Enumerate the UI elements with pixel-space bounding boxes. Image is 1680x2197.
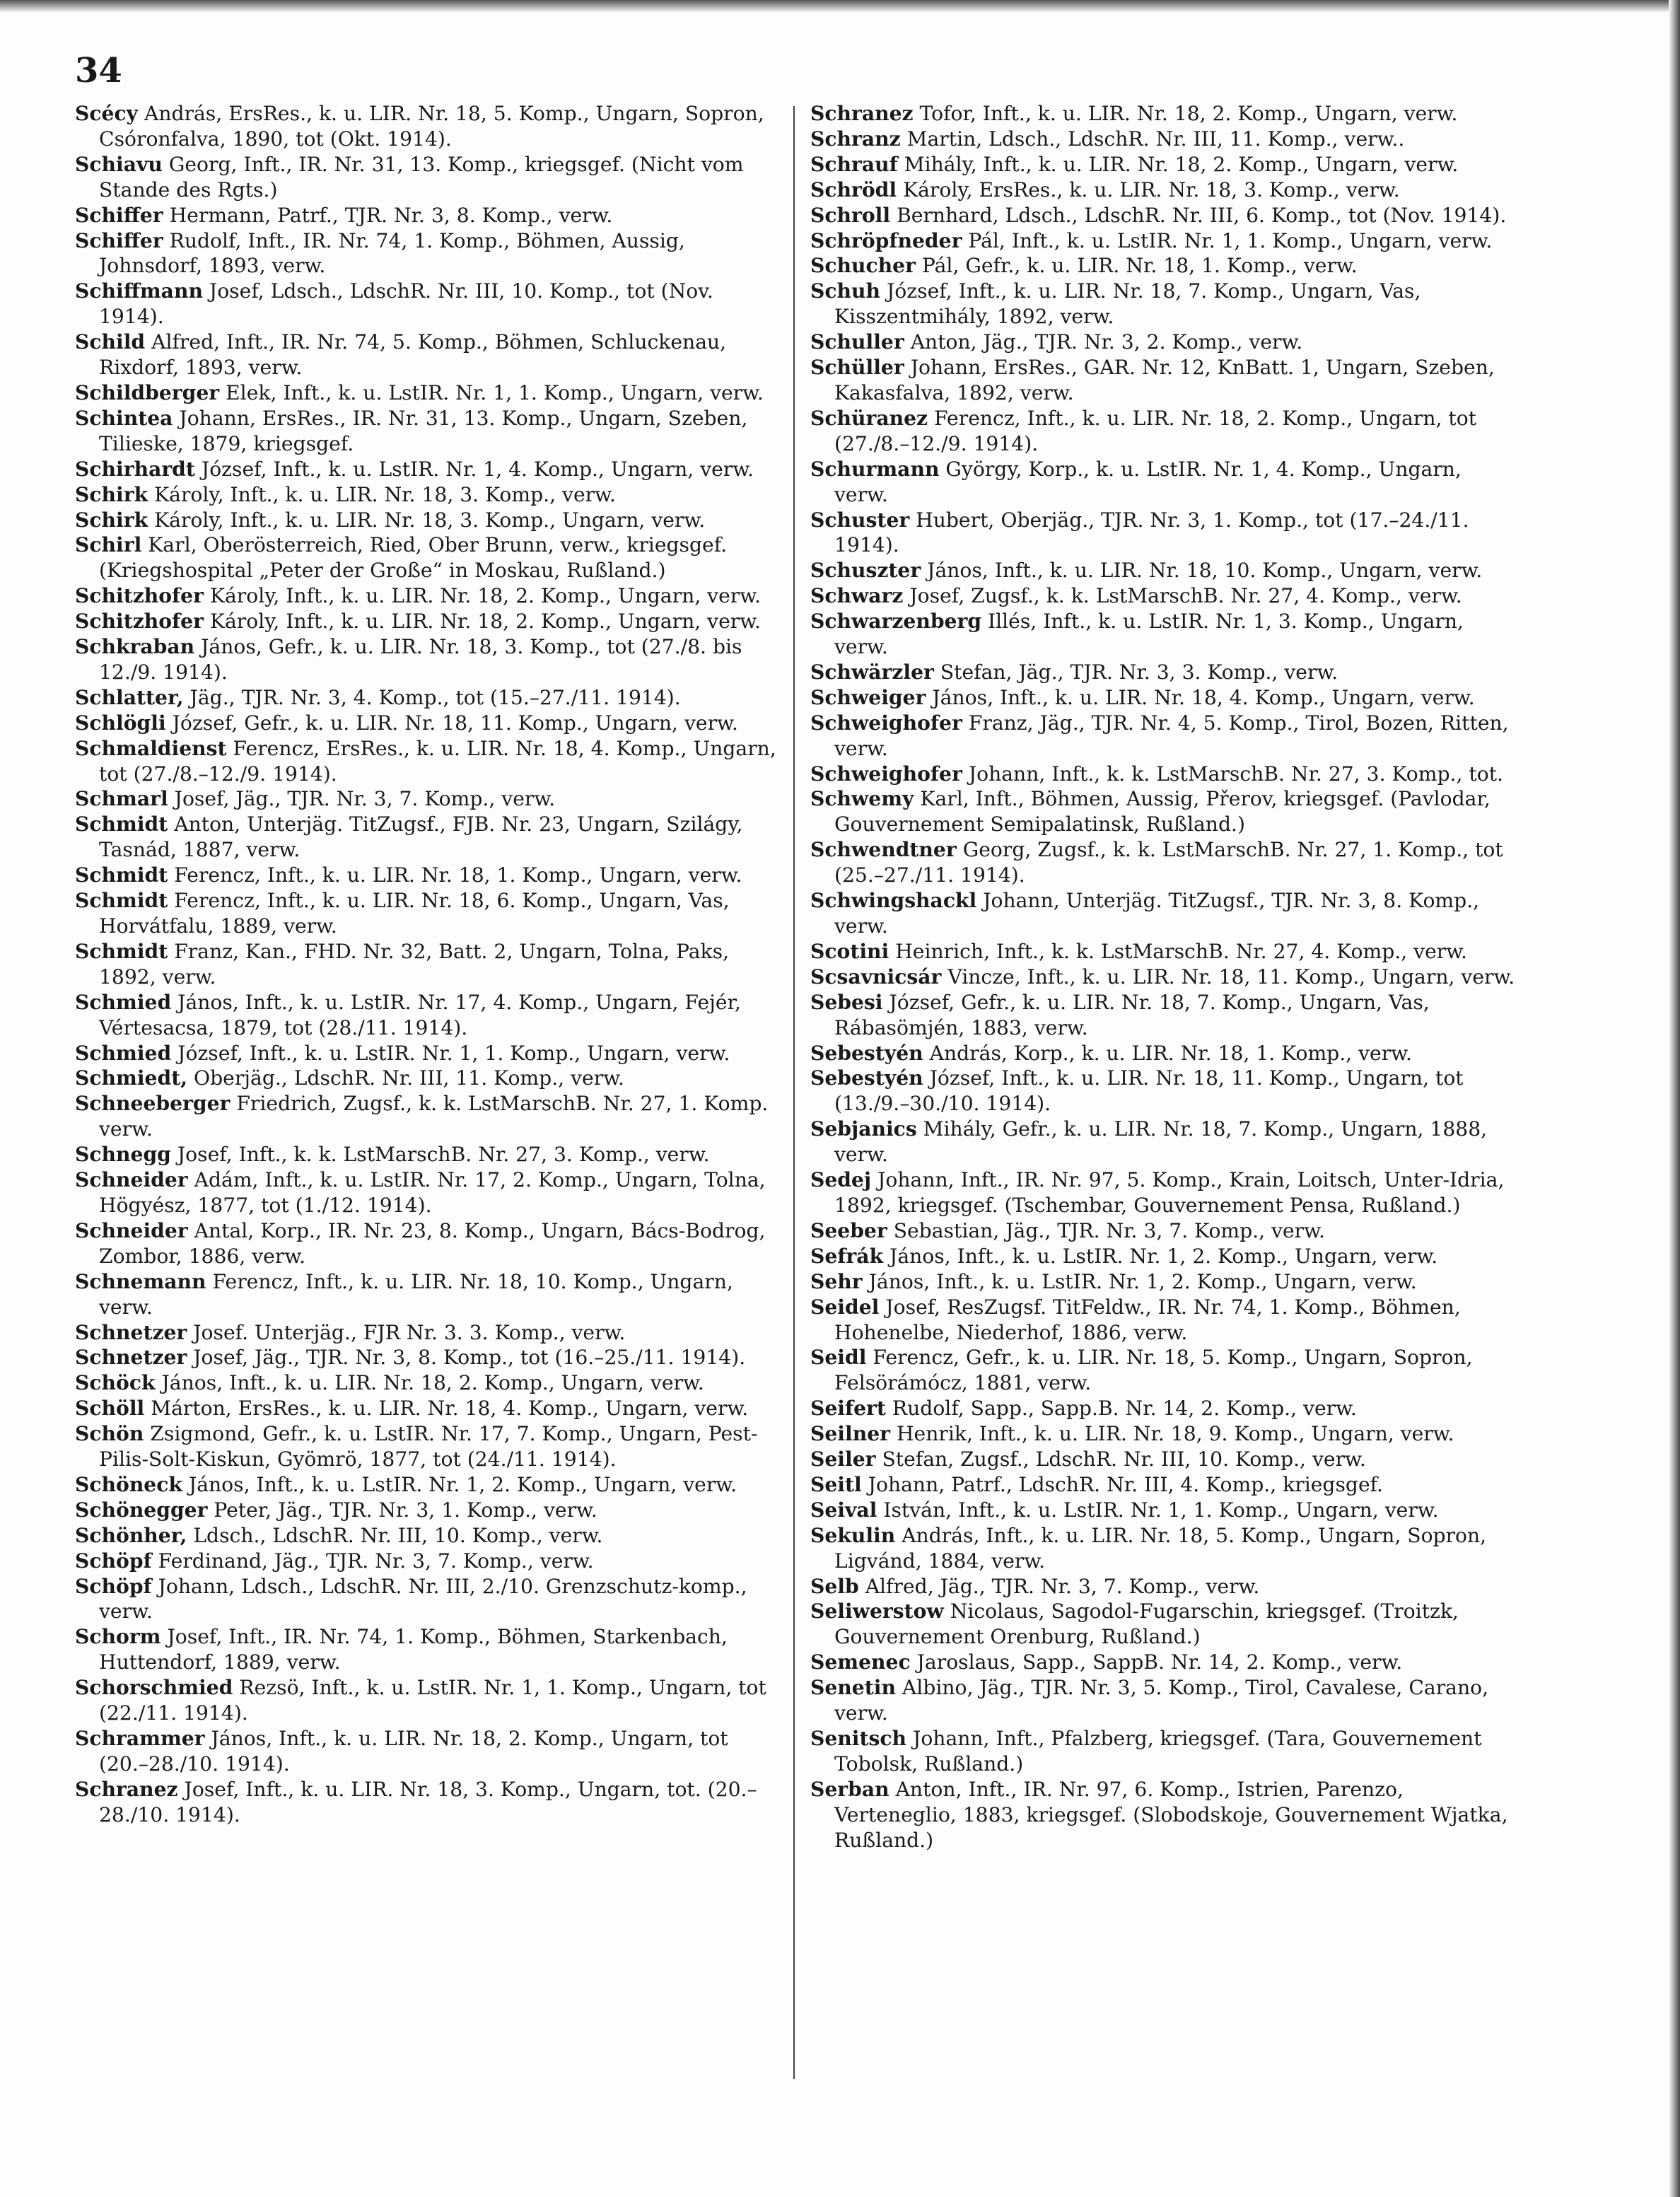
list-entry <box>75 482 782 508</box>
entry-details: Ferdinand, Jäg., TJR. Nr. 3, 7. Komp., verw. <box>158 1549 594 1573</box>
list-entry <box>810 228 1517 254</box>
entry-details: Ferencz, Inft., k. u. LIR. Nr. 18, 10. Komp., Ungarn, verw. <box>99 1269 733 1319</box>
entry-surname: Schmidt <box>75 889 168 913</box>
list-entry <box>75 1472 782 1498</box>
entry-surname: Schroll <box>810 203 891 227</box>
entry-details: Sebastian, Jäg., TJR. Nr. 3, 7. Komp., verw. <box>893 1218 1325 1242</box>
entry-details: Johann, Ldsch., LdschR. Nr. III, 2./10. Grenzschutz-komp., verw. <box>99 1574 747 1624</box>
entry-surname: Schnetzer <box>75 1320 187 1344</box>
entry-surname: Schwingshackl <box>810 889 977 913</box>
list-entry <box>810 1599 1517 1650</box>
entry-details: Anton, Unterjäg. TitZugsf., FJB. Nr. 23, Ungarn, Szilágy, Tasnád, 1887, verw. <box>99 812 743 862</box>
list-entry <box>75 380 782 406</box>
list-entry <box>75 990 782 1041</box>
list-entry <box>810 203 1517 228</box>
entry-surname: Schweiger <box>810 685 926 709</box>
entry-details: Bernhard, Ldsch., LdschR. Nr. III, 6. Komp., tot (Nov. 1914). <box>897 203 1507 227</box>
entry-surname: Schranez <box>75 1777 178 1801</box>
list-entry <box>75 685 782 711</box>
list-entry <box>810 1396 1517 1421</box>
list-entry <box>75 1167 782 1218</box>
list-entry <box>810 1523 1517 1574</box>
entry-details: József, Gefr., k. u. LIR. Nr. 18, 11. Komp., Ungarn, verw. <box>172 711 738 735</box>
list-entry <box>75 634 782 685</box>
entry-details: Károly, Inft., k. u. LIR. Nr. 18, 2. Komp., Ungarn, verw. <box>209 610 761 634</box>
list-entry <box>75 1523 782 1549</box>
list-entry <box>810 1117 1517 1167</box>
list-entry <box>75 736 782 787</box>
entry-surname: Semenec <box>810 1650 911 1674</box>
entry-details: Károly, Inft., k. u. LIR. Nr. 18, 3. Komp., verw. <box>154 482 616 506</box>
entry-details: Josef, Zugsf., k. k. LstMarschB. Nr. 27, 4. Komp., verw. <box>909 584 1462 608</box>
list-entry <box>810 177 1517 203</box>
entry-details: Johann, ErsRes., GAR. Nr. 12, KnBatt. 1, Ungarn, Szeben, Kakasfalva, 1892, verw. <box>834 356 1495 404</box>
entry-details: Stefan, Zugsf., LdschR. Nr. III, 10. Komp., verw. <box>882 1447 1366 1472</box>
entry-details: Vincze, Inft., k. u. LIR. Nr. 18, 11. Komp., Ungarn, verw. <box>947 965 1515 989</box>
entry-surname: Schmaldienst <box>75 736 227 760</box>
list-entry <box>75 1370 782 1396</box>
entry-details: Tofor, Inft., k. u. LIR. Nr. 18, 2. Komp., Ungarn, verw. <box>919 102 1458 125</box>
entry-details: Ldsch., LdschR. Nr. III, 10. Komp., verw. <box>193 1523 603 1547</box>
list-entry <box>75 1421 782 1472</box>
entry-details: Johann, Patrf., LdschR. Nr. III, 4. Komp., kriegsgef. <box>868 1472 1384 1496</box>
entry-surname: Seifert <box>810 1397 886 1421</box>
list-entry <box>810 965 1517 990</box>
entry-details: Károly, Inft., k. u. LIR. Nr. 18, 3. Komp., Ungarn, verw. <box>154 508 706 532</box>
entry-surname: Schiffer <box>75 228 163 252</box>
entry-details: Johann, Inft., Pfalzberg, kriegsgef. (Tara, Gouvernement Tobolsk, Rußland.) <box>834 1727 1482 1776</box>
entry-details: Josef, Inft., k. k. LstMarschB. Nr. 27, 3. Komp., verw. <box>177 1143 710 1167</box>
entry-details: Ferencz, Gefr., k. u. LIR. Nr. 18, 5. Komp., Ungarn, Sopron, Felsörámócz, 1881, verw. <box>834 1346 1473 1395</box>
entry-surname: Schwärzler <box>810 660 934 684</box>
entry-surname: Schrauf <box>810 152 898 176</box>
entry-surname: Sebesi <box>810 990 883 1014</box>
entry-details: Martin, Ldsch., LdschR. Nr. III, 11. Komp., verw.. <box>906 127 1405 151</box>
entry-details: János, Gefr., k. u. LIR. Nr. 18, 3. Komp., tot (27./8. bis 12./9. 1914). <box>99 635 742 684</box>
list-entry <box>810 457 1517 508</box>
entry-details: Heinrich, Inft., k. k. LstMarschB. Nr. 27, 4. Komp., verw. <box>895 939 1467 963</box>
list-entry <box>810 1421 1517 1447</box>
entry-surname: Schwarz <box>810 584 904 608</box>
list-entry <box>75 1574 782 1625</box>
list-entry <box>810 1269 1517 1295</box>
entry-surname: Senitsch <box>810 1727 907 1750</box>
entry-details: Peter, Jäg., TJR. Nr. 3, 1. Komp., verw. <box>214 1498 597 1522</box>
entry-surname: Schmidt <box>75 863 168 887</box>
scan-top-edge <box>0 0 1680 13</box>
entry-surname: Schmiedt, <box>75 1066 188 1090</box>
list-entry <box>810 253 1517 279</box>
list-entry <box>75 152 782 203</box>
entry-details: Anton, Jäg., TJR. Nr. 3, 2. Komp., verw. <box>910 330 1303 354</box>
entry-surname: Schneider <box>75 1218 188 1242</box>
entry-surname: Senetin <box>810 1676 896 1700</box>
entry-surname: Schitzhofer <box>75 610 204 634</box>
list-entry <box>810 279 1517 330</box>
entry-details: Oberjäg., LdschR. Nr. III, 11. Komp., verw. <box>194 1066 624 1090</box>
entry-details: János, Inft., k. u. LIR. Nr. 18, 10. Komp., Ungarn, verw. <box>927 559 1483 583</box>
entry-surname: Schmied <box>75 1041 172 1065</box>
entry-surname: Schöpf <box>75 1574 152 1598</box>
entry-details: Adám, Inft., k. u. LstIR. Nr. 17, 2. Komp., Ungarn, Tolna, Högyész, 1877, tot (1./12. 1914). <box>99 1168 766 1217</box>
list-entry <box>75 1142 782 1167</box>
list-entry <box>75 1091 782 1142</box>
list-entry <box>810 1498 1517 1523</box>
column-divider <box>793 106 795 2079</box>
entry-details: Jaroslaus, Sapp., SappB. Nr. 14, 2. Komp., verw. <box>916 1650 1403 1674</box>
entry-surname: Schnemann <box>75 1269 206 1293</box>
list-entry <box>810 786 1517 837</box>
entry-surname: Schmarl <box>75 787 168 811</box>
entry-surname: Schranez <box>810 102 914 125</box>
entry-surname: Schröpfneder <box>810 228 962 252</box>
entry-surname: Schuller <box>810 330 904 354</box>
entry-details: Rudolf, Sapp., Sapp.B. Nr. 14, 2. Komp., verw. <box>892 1397 1357 1421</box>
entry-details: András, Korp., k. u. LIR. Nr. 18, 1. Komp., verw. <box>929 1041 1412 1065</box>
entry-details: Franz, Jäg., TJR. Nr. 4, 5. Komp., Tirol, Bozen, Ritten, verw. <box>834 711 1509 760</box>
entry-surname: Schildberger <box>75 380 220 404</box>
entry-details: András, Inft., k. u. LIR. Nr. 18, 5. Komp., Ungarn, Sopron, Ligvánd, 1884, verw. <box>834 1523 1487 1573</box>
entry-surname: Scécy <box>75 102 138 125</box>
entry-details: Georg, Inft., IR. Nr. 31, 13. Komp., kriegsgef. (Nicht vom Stande des Rgts.) <box>99 152 744 202</box>
entry-surname: Seitl <box>810 1472 862 1496</box>
entry-details: Johann, Unterjäg. TitZugsf., TJR. Nr. 3, 8. Komp., verw. <box>834 889 1480 938</box>
entry-details: Mihály, Inft., k. u. LIR. Nr. 18, 2. Komp., Ungarn, verw. <box>904 152 1459 176</box>
entry-details: Károly, ErsRes., k. u. LIR. Nr. 18, 3. Komp., verw. <box>903 177 1400 202</box>
entry-surname: Schüller <box>810 356 904 380</box>
entry-surname: Seliwerstow <box>810 1599 944 1624</box>
entry-details: Johann, Inft., k. k. LstMarschB. Nr. 27, 3. Komp., tot. <box>968 762 1504 786</box>
entry-details: Alfred, Inft., IR. Nr. 74, 5. Komp., Böhmen, Schluckenau, Rixdorf, 1893, verw. <box>99 330 727 380</box>
entry-surname: Seilner <box>810 1422 890 1446</box>
list-entry <box>810 558 1517 583</box>
entry-details: Johann, Inft., IR. Nr. 97, 5. Komp., Krain, Loitsch, Unter-Idria, 1892, kriegsgef. (Tschembar, Gouvernement Pensa, Rußland.) <box>834 1168 1505 1217</box>
entry-surname: Schneeberger <box>75 1092 231 1116</box>
list-entry <box>810 1041 1517 1066</box>
list-entry <box>810 1218 1517 1244</box>
entry-surname: Sekulin <box>810 1523 896 1547</box>
list-entry <box>810 1345 1517 1396</box>
entry-details: Mihály, Gefr., k. u. LIR. Nr. 18, 7. Komp., Ungarn, 1888, verw. <box>834 1117 1488 1167</box>
entry-details: József, Inft., k. u. LstIR. Nr. 1, 1. Komp., Ungarn, verw. <box>177 1041 730 1065</box>
entry-surname: Schkraban <box>75 635 195 659</box>
list-entry <box>75 101 782 152</box>
list-entry <box>75 1320 782 1346</box>
entry-surname: Schmied <box>75 990 172 1014</box>
entry-details: Ferencz, ErsRes., k. u. LIR. Nr. 18, 4. Komp., Ungarn, tot (27./8.–12./9. 1914). <box>99 736 776 786</box>
entry-details: Josef, ResZugsf. TitFeldw., IR. Nr. 74, 1. Komp., Böhmen, Hohenelbe, Niederhof, 1886, verw. <box>834 1295 1461 1344</box>
right-column <box>810 101 1517 1853</box>
list-entry <box>75 939 782 990</box>
list-entry <box>75 1066 782 1091</box>
entry-surname: Schweighofer <box>810 711 962 735</box>
list-entry <box>810 1244 1517 1269</box>
list-entry <box>75 1777 782 1828</box>
list-entry <box>810 990 1517 1041</box>
list-entry <box>75 228 782 279</box>
list-entry <box>75 1498 782 1523</box>
entry-details: Antal, Korp., IR. Nr. 23, 8. Komp., Ungarn, Bács-Bodrog, Zombor, 1886, verw. <box>99 1218 766 1268</box>
entry-details: Franz, Kan., FHD. Nr. 32, Batt. 2, Ungarn, Tolna, Paks, 1892, verw. <box>99 939 730 989</box>
entry-details: Josef, Ldsch., LdschR. Nr. III, 10. Komp., tot (Nov. 1914). <box>99 279 713 329</box>
entry-surname: Seidl <box>810 1346 867 1370</box>
list-entry <box>75 457 782 482</box>
list-entry <box>810 685 1517 711</box>
entry-details: András, ErsRes., k. u. LIR. Nr. 18, 5. Komp., Ungarn, Sopron, Csóronfalva, 1890, tot (Okt. 1914). <box>99 102 764 151</box>
entry-details: Josef, Jäg., TJR. Nr. 3, 7. Komp., verw. <box>174 787 556 811</box>
entry-details: János, Inft., k. u. LIR. Nr. 18, 2. Komp., Ungarn, verw. <box>161 1371 704 1395</box>
entry-surname: Schmidt <box>75 812 168 837</box>
entry-surname: Schlögli <box>75 711 166 735</box>
entry-details: Friedrich, Zugsf., k. k. LstMarschB. Nr. 27, 1. Komp. verw. <box>99 1092 769 1141</box>
entry-details: Pál, Gefr., k. u. LIR. Nr. 18, 1. Komp., verw. <box>921 254 1358 278</box>
entry-details: János, Inft., k. u. LIR. Nr. 18, 2. Komp., Ungarn, tot (20.–28./10. 1914). <box>99 1727 728 1776</box>
entry-details: Ferencz, Inft., k. u. LIR. Nr. 18, 2. Komp., Ungarn, tot (27./8.–12./9. 1914). <box>834 406 1477 455</box>
entry-details: Rezsö, Inft., k. u. LstIR. Nr. 1, 1. Komp., Ungarn, tot (22./11. 1914). <box>99 1676 766 1725</box>
entry-details: Josef, Jäg., TJR. Nr. 3, 8. Komp., tot (16.–25./11. 1914). <box>193 1346 746 1370</box>
list-entry <box>75 711 782 736</box>
list-entry <box>75 1726 782 1777</box>
entry-surname: Scsavnicsár <box>810 965 942 989</box>
list-entry <box>75 330 782 380</box>
entry-details: Josef. Unterjäg., FJR Nr. 3. 3. Komp., verw. <box>193 1320 626 1344</box>
entry-surname: Schurmann <box>810 457 940 481</box>
entry-surname: Seidel <box>810 1295 880 1319</box>
entry-surname: Schuh <box>810 279 881 303</box>
entry-surname: Schirhardt <box>75 457 195 481</box>
entry-details: Pál, Inft., k. u. LstIR. Nr. 1, 1. Komp., Ungarn, verw. <box>968 228 1493 252</box>
entry-details: Jäg., TJR. Nr. 3, 4. Komp., tot (15.–27./11. 1914). <box>189 685 681 709</box>
list-entry <box>75 406 782 457</box>
entry-surname: Sebjanics <box>810 1117 917 1141</box>
list-entry <box>810 508 1517 559</box>
entry-details: Stefan, Jäg., TJR. Nr. 3, 3. Komp., verw. <box>940 660 1338 684</box>
scan-right-edge <box>1669 0 1680 2197</box>
list-entry <box>75 1549 782 1574</box>
list-entry <box>810 1777 1517 1853</box>
list-entry <box>75 609 782 634</box>
list-entry <box>75 1624 782 1675</box>
entry-details: József, Gefr., k. u. LIR. Nr. 18, 7. Komp., Ungarn, Vas, Rábasömjén, 1883, verw. <box>834 990 1430 1039</box>
list-entry <box>75 1396 782 1421</box>
entry-surname: Schitzhofer <box>75 584 204 608</box>
entry-details: Károly, Inft., k. u. LIR. Nr. 18, 2. Komp., Ungarn, verw. <box>209 584 761 608</box>
entry-details: Nicolaus, Sagodol-Fugarschin, kriegsgef. (Troitzk, Gouvernement Orenburg, Rußland.) <box>834 1599 1459 1649</box>
entry-surname: Sefrák <box>810 1244 884 1268</box>
entry-surname: Sehr <box>810 1269 863 1293</box>
entry-surname: Schintea <box>75 406 173 430</box>
list-entry <box>75 279 782 330</box>
entry-surname: Schmidt <box>75 939 168 963</box>
entry-surname: Schrammer <box>75 1727 205 1750</box>
list-entry <box>75 532 782 583</box>
entry-details: János, Inft., k. u. LstIR. Nr. 1, 2. Komp., Ungarn, verw. <box>188 1472 737 1496</box>
entry-surname: Schöck <box>75 1371 156 1395</box>
list-entry <box>75 812 782 863</box>
entry-details: Henrik, Inft., k. u. LIR. Nr. 18, 9. Komp., Ungarn, verw. <box>896 1422 1454 1446</box>
entry-details: Hubert, Oberjäg., TJR. Nr. 3, 1. Komp., tot (17.–24./11. 1914). <box>834 508 1469 557</box>
entry-details: Zsigmond, Gefr., k. u. LstIR. Nr. 17, 7. Komp., Ungarn, Pest-Pilis-Solt-Kiskun, Gyömrö, 1877, tot (24./11. 1914). <box>99 1422 758 1472</box>
entry-details: Ferencz, Inft., k. u. LIR. Nr. 18, 1. Komp., Ungarn, verw. <box>174 863 742 887</box>
list-entry <box>75 1269 782 1320</box>
list-entry <box>810 1167 1517 1218</box>
entry-details: Karl, Oberösterreich, Ried, Ober Brunn, verw., kriegsgef. (Kriegshospital „Peter der Große“ in Moskau, Rußland.) <box>99 533 728 583</box>
entry-details: Alfred, Jäg., TJR. Nr. 3, 7. Komp., verw. <box>865 1574 1260 1598</box>
entry-details: Josef, Inft., IR. Nr. 74, 1. Komp., Böhmen, Starkenbach, Huttendorf, 1889, verw. <box>99 1625 728 1674</box>
list-entry <box>810 1295 1517 1346</box>
list-entry <box>810 837 1517 888</box>
list-entry <box>810 888 1517 939</box>
entry-details: József, Inft., k. u. LIR. Nr. 18, 11. Komp., Ungarn, tot (13./9.–30./10. 1914). <box>834 1066 1464 1116</box>
page-number: 34 <box>75 51 122 91</box>
entry-details: István, Inft., k. u. LstIR. Nr. 1, 1. Komp., Ungarn, verw. <box>883 1498 1439 1522</box>
entry-surname: Schneider <box>75 1168 188 1192</box>
entry-surname: Schild <box>75 330 146 354</box>
list-entry <box>810 127 1517 152</box>
entry-surname: Schnetzer <box>75 1346 187 1370</box>
entry-details: József, Inft., k. u. LIR. Nr. 18, 7. Komp., Ungarn, Vas, Kisszentmihály, 1892, verw. <box>834 279 1421 329</box>
entry-surname: Schuszter <box>810 559 921 583</box>
entry-surname: Seival <box>810 1498 877 1522</box>
list-entry <box>75 203 782 228</box>
entry-details: József, Inft., k. u. LstIR. Nr. 1, 4. Komp., Ungarn, verw. <box>201 457 754 481</box>
entry-surname: Sedej <box>810 1168 872 1192</box>
list-entry <box>75 1345 782 1370</box>
list-entry <box>75 888 782 939</box>
entry-surname: Seiler <box>810 1447 876 1472</box>
entry-surname: Schönher, <box>75 1523 187 1547</box>
list-entry <box>810 939 1517 965</box>
entry-surname: Schwendtner <box>810 838 957 862</box>
list-entry <box>75 863 782 888</box>
entry-details: János, Inft., k. u. LIR. Nr. 18, 4. Komp., Ungarn, verw. <box>932 685 1475 709</box>
entry-surname: Schorschmied <box>75 1676 233 1700</box>
list-entry <box>810 762 1517 787</box>
entry-surname: Serban <box>810 1777 889 1801</box>
entry-surname: Schiavu <box>75 152 163 176</box>
entry-details: Georg, Zugsf., k. k. LstMarschB. Nr. 27, 1. Komp., tot (25.–27./11. 1914). <box>834 838 1503 887</box>
list-entry <box>810 609 1517 660</box>
entry-surname: Schrödl <box>810 177 897 202</box>
list-entry <box>810 711 1517 762</box>
list-entry <box>810 1472 1517 1498</box>
list-entry <box>810 1447 1517 1472</box>
list-entry <box>810 583 1517 609</box>
entry-details: János, Inft., k. u. LstIR. Nr. 1, 2. Komp., Ungarn, verw. <box>868 1269 1417 1293</box>
entry-surname: Sebestyén <box>810 1041 923 1065</box>
list-entry <box>75 1218 782 1269</box>
list-entry <box>810 1650 1517 1675</box>
entry-surname: Selb <box>810 1574 859 1598</box>
entry-surname: Schuster <box>810 508 910 532</box>
entry-details: Illés, Inft., k. u. LstIR. Nr. 1, 3. Komp., Ungarn, verw. <box>834 610 1464 659</box>
list-entry <box>75 1675 782 1726</box>
entry-details: Anton, Inft., IR. Nr. 97, 6. Komp., Istrien, Parenzo, Verteneglio, 1883, kriegsgef. (Slobodskoje, Gouvernement Wjatka, Rußland.) <box>834 1777 1508 1852</box>
list-entry <box>810 152 1517 177</box>
entry-surname: Schweighofer <box>810 762 962 786</box>
entry-surname: Schorm <box>75 1625 161 1649</box>
list-entry <box>75 508 782 533</box>
left-column <box>75 101 782 1828</box>
entry-surname: Scotini <box>810 939 889 963</box>
list-entry <box>75 583 782 609</box>
list-entry <box>810 1726 1517 1777</box>
entry-details: Ferencz, Inft., k. u. LIR. Nr. 18, 6. Komp., Ungarn, Vas, Horvátfalu, 1889, verw. <box>99 889 730 938</box>
entry-surname: Schiffmann <box>75 279 203 303</box>
entry-surname: Schirl <box>75 533 142 557</box>
list-entry <box>810 1675 1517 1726</box>
entry-surname: Schwemy <box>810 787 914 811</box>
entry-surname: Schöpf <box>75 1549 152 1573</box>
entry-surname: Schöneck <box>75 1472 182 1496</box>
list-entry <box>810 406 1517 457</box>
entry-details: Elek, Inft., k. u. LstIR. Nr. 1, 1. Komp., Ungarn, verw. <box>226 380 764 404</box>
list-entry <box>810 660 1517 685</box>
entry-details: Rudolf, Inft., IR. Nr. 74, 1. Komp., Böhmen, Aussig, Johnsdorf, 1893, verw. <box>99 228 685 278</box>
entry-details: Albino, Jäg., TJR. Nr. 3, 5. Komp., Tirol, Cavalese, Carano, verw. <box>834 1676 1489 1725</box>
entry-surname: Schüranez <box>810 406 928 430</box>
entry-details: Márton, ErsRes., k. u. LIR. Nr. 18, 4. Komp., Ungarn, verw. <box>151 1397 749 1421</box>
list-entry <box>810 330 1517 355</box>
entry-details: János, Inft., k. u. LstIR. Nr. 1, 2. Komp., Ungarn, verw. <box>889 1244 1438 1268</box>
entry-surname: Schlatter, <box>75 685 184 709</box>
list-entry <box>810 1574 1517 1599</box>
list-entry <box>75 786 782 812</box>
entry-details: János, Inft., k. u. LstIR. Nr. 17, 4. Komp., Ungarn, Fejér, Vértesacsa, 1879, tot (28./11. 1914). <box>99 990 741 1039</box>
entry-surname: Schnegg <box>75 1143 171 1167</box>
entry-surname: Schön <box>75 1422 144 1446</box>
entry-surname: Schirk <box>75 508 148 532</box>
entry-details: Josef, Inft., k. u. LIR. Nr. 18, 3. Komp., Ungarn, tot. (20.–28./10. 1914). <box>99 1777 757 1826</box>
entry-details: Johann, ErsRes., IR. Nr. 31, 13. Komp., Ungarn, Szeben, Tilieske, 1879, kriegsgef. <box>99 406 748 455</box>
entry-details: Hermann, Patrf., TJR. Nr. 3, 8. Komp., verw. <box>169 203 613 227</box>
entry-surname: Seeber <box>810 1218 887 1242</box>
list-entry <box>75 1041 782 1066</box>
entry-details: Karl, Inft., Böhmen, Aussig, Přerov, kriegsgef. (Pavlodar, Gouvernement Semipalatinsk, Rußland.) <box>834 787 1491 837</box>
entry-surname: Schranz <box>810 127 901 151</box>
entry-surname: Schwarzenberg <box>810 610 982 634</box>
entry-surname: Schucher <box>810 254 916 278</box>
entry-surname: Schiffer <box>75 203 163 227</box>
list-entry <box>810 101 1517 127</box>
list-entry <box>810 1066 1517 1117</box>
entry-surname: Schöll <box>75 1397 145 1421</box>
list-entry <box>810 355 1517 406</box>
entry-surname: Schirk <box>75 482 148 506</box>
entry-surname: Sebestyén <box>810 1066 923 1090</box>
entry-surname: Schönegger <box>75 1498 208 1522</box>
entry-details: György, Korp., k. u. LstIR. Nr. 1, 4. Komp., Ungarn, verw. <box>834 457 1462 506</box>
